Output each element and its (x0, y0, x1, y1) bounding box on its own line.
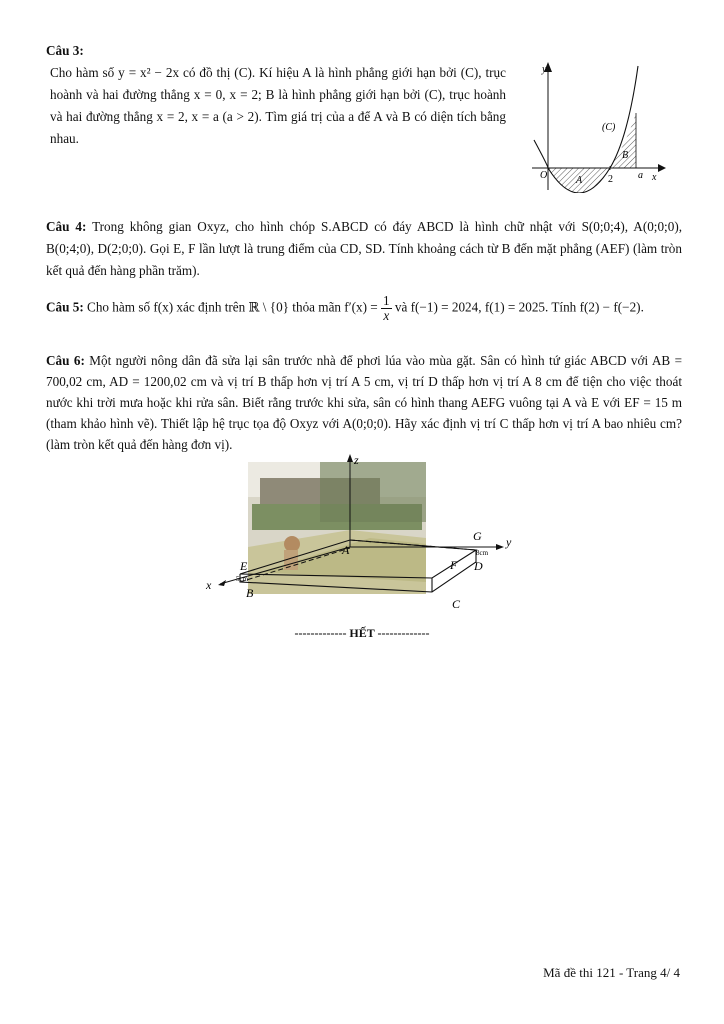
q3-graph (530, 58, 680, 193)
fig-z-label: z (354, 453, 359, 467)
graph-x-label: x (652, 172, 657, 183)
question-label: Câu 3: (46, 43, 84, 58)
fig-b-label: B (246, 586, 254, 600)
fraction-den: x (383, 308, 390, 323)
q6-figure (200, 452, 530, 620)
fig-x-label: x (206, 578, 212, 592)
graph-c-label: (C) (602, 122, 616, 133)
graph-y-label: y (542, 64, 547, 75)
fraction (381, 294, 392, 323)
question-label: Câu 5: (46, 299, 84, 315)
question-4 (46, 216, 682, 282)
fig-cm8-label: 8cm (476, 549, 489, 557)
fig-d-label: D (474, 559, 483, 573)
fig-cm5-label: 5cm (236, 575, 249, 583)
page-footer: Mã đề thi 121 - Trang 4/ 4 (543, 965, 680, 980)
graph-a-label: a (638, 170, 643, 181)
fig-g-label: G (473, 529, 482, 543)
graph-a-region-label: A (576, 175, 583, 186)
question-label: Câu 4: (46, 219, 87, 234)
question-3 (46, 40, 506, 150)
question-text-a: Cho hàm số f(x) xác định trên ℝ \ {0} thỏa mãn f′(x) = (87, 299, 378, 315)
fig-c-label: C (452, 597, 461, 611)
graph-b-region-label: B (622, 150, 629, 161)
fig-y-label: y (506, 535, 512, 549)
fraction-num: 1 (383, 293, 390, 308)
question-text: Trong không gian Oxyz, cho hình chóp S.ABCD có đáy ABCD là hình chữ nhật với S(0;0;4), A(0;0;0), B(0;4;0), D(2;0;0). Gọi E, F lần lượt là trung điểm của CD, SD. Tính khoảng cách từ B đến mặt phẳng (AEF) (làm tròn kết quả đến hàng phần trăm). (46, 219, 683, 278)
fig-a-label: A (342, 543, 350, 557)
fig-f-label: F (450, 558, 458, 572)
graph-two-label: 2 (608, 174, 613, 185)
graph-o-label: O (540, 170, 548, 181)
question-6 (46, 350, 682, 455)
question-text: Cho hàm số y = x² − 2x có đồ thị (C). Kí hiệu A là hình phẳng giới hạn bởi (C), trục hoành và hai đường thẳng x = 0, x = 2; B là hình phẳng giới hạn bởi (C), trục hoành và hai đường thẳng x = 2, x = a (a > 2). Tìm giá trị của a để A và B có diện tích bằng nhau. (50, 65, 506, 146)
question-label: Câu 6: (46, 353, 85, 368)
fig-e-label: E (240, 559, 248, 573)
question-5 (46, 294, 682, 323)
question-text-b: và f(−1) = 2024, f(1) = 2025. Tính f(2) − f(−2). (394, 299, 644, 315)
end-marker: ------------- HẾT ------------- (294, 626, 430, 640)
question-text: Một người nông dân đã sửa lại sân trước nhà để phơi lúa vào mùa gặt. Sân có hình tứ giác ABCD với AB = 700,02 cm, AD = 1200,02 cm và vị trí B thấp hơn vị trí A 5 cm, vị trí D thấp hơn vị trí A 8 cm để tiện cho việc thoát nước khi trời mưa hoặc khi rửa sân. Biết rằng trước khi sửa, sân có hình thang AEFG vuông tại A và E với EF = 15 m (tham khảo hình vẽ). Thiết lập hệ trục tọa độ Oxyz với A(0;0;0). Hãy xác định vị trí C thấp hơn vị trí A bao nhiêu cm? (làm tròn kết quả đến hàng đơn vị). (46, 353, 683, 452)
